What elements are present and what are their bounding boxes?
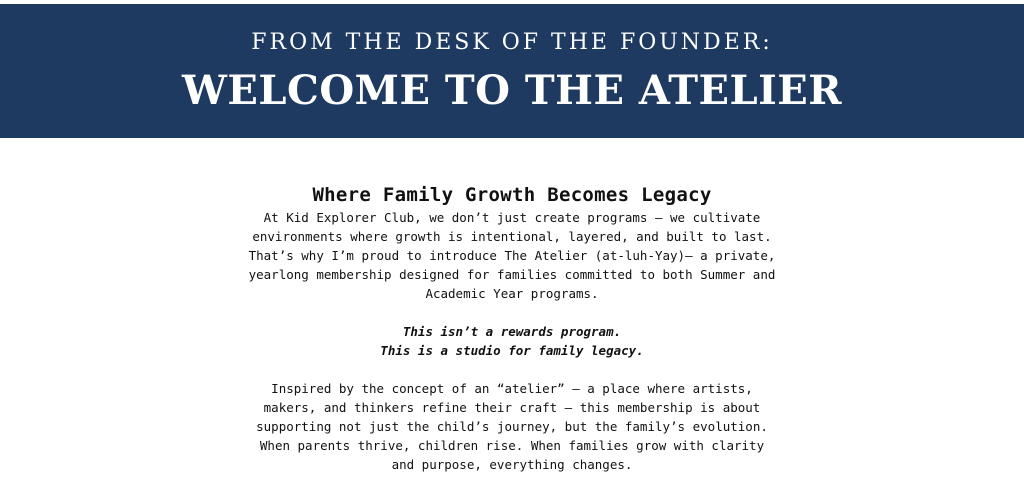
intro-line: yearlong membership designed for families committed to both Summer and (248, 267, 776, 282)
emphasis-line: This is a studio for family legacy. (380, 343, 644, 358)
intro-line: Academic Year programs. (425, 286, 599, 301)
inspiration-line: makers, and thinkers refine their craft — this membership is about (263, 400, 761, 415)
intro-paragraph (192, 208, 832, 303)
emphasis-paragraph (192, 322, 832, 360)
intro-line: At Kid Explorer Club, we don’t just create programs — we cultivate (263, 210, 761, 225)
hero-kicker: FROM THE DESK OF THE FOUNDER: (251, 30, 773, 55)
inspiration-line: supporting not just the child’s journey, but the family’s evolution. (256, 419, 768, 434)
paragraph-spacer (192, 360, 832, 379)
hero-banner (0, 4, 1024, 138)
inspiration-line: and purpose, everything changes. (391, 457, 633, 472)
page-title: WELCOME TO THE ATELIER (181, 67, 843, 114)
emphasis-line: This isn’t a rewards program. (402, 324, 622, 339)
section-heading: Where Family Growth Becomes Legacy (312, 184, 712, 206)
intro-line: That’s why I’m proud to introduce The Atelier (at-luh-Yay)– a private, (248, 248, 776, 263)
inspiration-paragraph (192, 379, 832, 474)
inspiration-line: Inspired by the concept of an “atelier” — a place where artists, (271, 381, 753, 396)
founder-letter (192, 182, 832, 474)
inspiration-line: When parents thrive, children rise. When families grow with clarity (259, 438, 765, 453)
intro-line: environments where growth is intentional, layered, and built to last. (252, 229, 772, 244)
paragraph-spacer (192, 303, 832, 322)
